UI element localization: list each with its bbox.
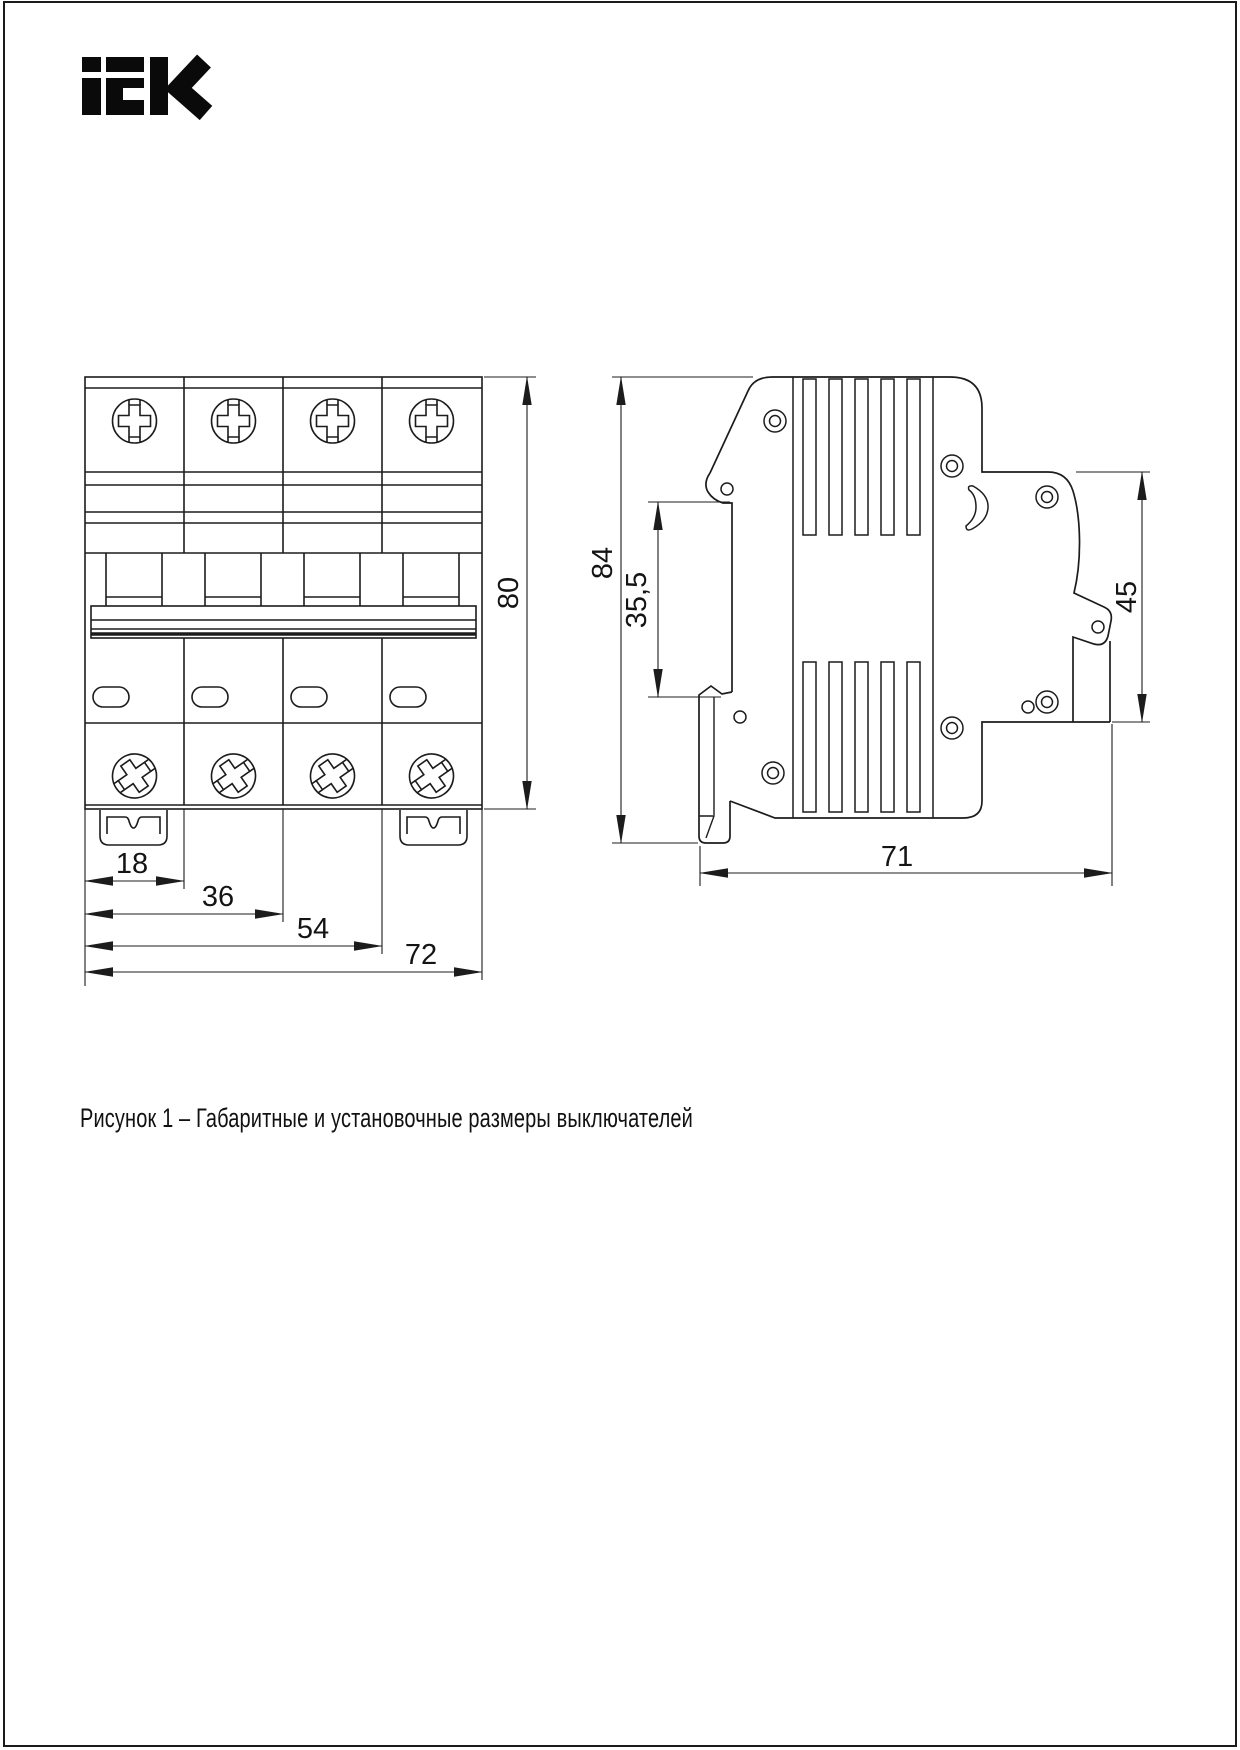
handle-tie-bar: [91, 606, 476, 638]
dim-label-36: 36: [201, 881, 235, 913]
front-view-dimensions: [85, 377, 536, 986]
vent-slots-upper: [803, 379, 920, 535]
curved-slot: [966, 486, 988, 530]
dim-label-35-5: 35,5: [621, 571, 653, 629]
case-pins: [721, 483, 1034, 723]
dim-label-18: 18: [115, 848, 149, 880]
dim-label-54: 54: [296, 913, 330, 945]
dim-label-71: 71: [880, 841, 914, 873]
lever-hole: [1092, 621, 1104, 633]
module-dividers: [184, 377, 382, 805]
dim-label-80: 80: [493, 576, 525, 610]
front-view-drawing: [85, 377, 482, 845]
iek-logo: [82, 57, 206, 115]
side-outline-top: [710, 377, 1111, 722]
dim-label-84: 84: [587, 546, 619, 580]
toggle-handles: [106, 553, 459, 606]
dim-label-45: 45: [1111, 580, 1143, 614]
indicator-windows: [93, 687, 426, 707]
vent-slots-lower: [803, 662, 920, 812]
dim-label-72: 72: [404, 939, 438, 971]
figure-caption: Рисунок 1 – Габаритные и установочные размеры выключателей: [80, 1103, 693, 1133]
side-view-drawing: [699, 377, 1111, 843]
case-rivets: [762, 410, 1058, 784]
